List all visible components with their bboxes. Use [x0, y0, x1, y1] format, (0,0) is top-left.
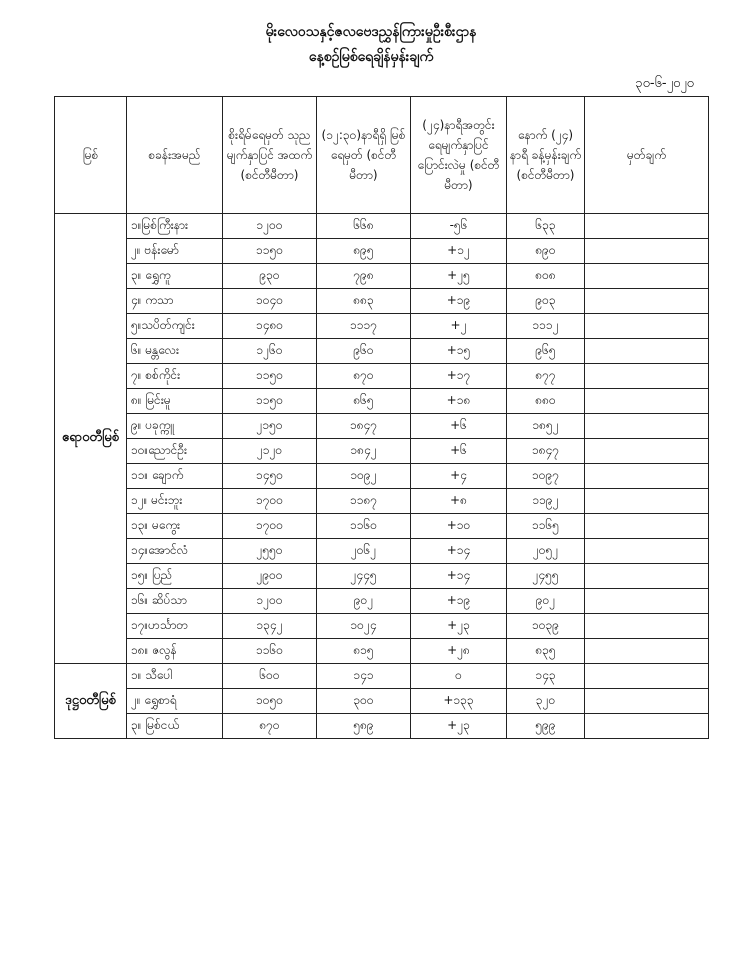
danger-level-cell: ၁၂၀၀ [223, 214, 317, 239]
danger-level-cell: ၁၁၅၀ [223, 239, 317, 264]
forecast-cell: ၈၃၅ [507, 639, 585, 664]
forecast-cell: ၁၁၁၂ [507, 314, 585, 339]
change-cell: +၂၃ [411, 614, 507, 639]
remarks-cell [585, 289, 709, 314]
document-title: မိုးလေဝသနှင့်ဇလဗေဒညွှန်ကြားမှုဦးစီးဌာန [265, 24, 477, 40]
danger-level-cell: ၁၂၆၀ [223, 339, 317, 364]
change-cell: +၆ [411, 414, 507, 439]
forecast-cell: ၁၈၄၇ [507, 439, 585, 464]
current-level-cell: ၈၁၅ [317, 639, 411, 664]
station-cell: ၇။ စစ်ကိုင်း [127, 364, 223, 389]
station-cell: ၆။ မန္တလေး [127, 339, 223, 364]
table-row [55, 239, 709, 264]
change-cell: +၁၀ [411, 514, 507, 539]
remarks-cell [585, 339, 709, 364]
table-row [55, 364, 709, 389]
forecast-cell: ၁၀၃၉ [507, 614, 585, 639]
station-cell: ၁၇။ဟင်္သာတ [127, 614, 223, 639]
station-cell: ၂။ ရွှေစာရံ [127, 689, 223, 714]
change-cell: +၈ [411, 489, 507, 514]
danger-level-cell: ၈၇၀ [223, 714, 317, 739]
forecast-cell: ၈၈၀ [507, 389, 585, 414]
current-level-cell: ၁၁၈၇ [317, 489, 411, 514]
water-level-table [54, 96, 709, 739]
forecast-cell: ၁၁၉၂ [507, 489, 585, 514]
danger-level-cell: ၂၅၅၀ [223, 539, 317, 564]
danger-level-cell: ၁၄၅၀ [223, 464, 317, 489]
table-row [55, 264, 709, 289]
station-cell: ၁။မြစ်ကြီးနား [127, 214, 223, 239]
forecast-cell: ၁၄၃ [507, 664, 585, 689]
current-level-cell: ၆၆၈ [317, 214, 411, 239]
remarks-cell [585, 439, 709, 464]
danger-level-cell: ၁၀၄၀ [223, 289, 317, 314]
remarks-cell [585, 614, 709, 639]
danger-level-cell: ၁၇၀၀ [223, 489, 317, 514]
danger-level-cell: ၉၃၀ [223, 264, 317, 289]
river-name-cell: ဒုဋ္ဌဝတီမြစ် [55, 664, 127, 739]
current-level-cell: ၈၆၅ [317, 389, 411, 414]
remarks-cell [585, 589, 709, 614]
table-row [55, 614, 709, 639]
current-level-cell: ၂၀၆၂ [317, 539, 411, 564]
station-cell: ၉။ ပခုက္ကူ [127, 414, 223, 439]
table-row [55, 314, 709, 339]
change-cell: +၁၄ [411, 564, 507, 589]
report-date: ၃၀-၆-၂၀၂၀ [635, 76, 694, 91]
current-level-cell: ၈၈၃ [317, 289, 411, 314]
current-level-cell: ၃၀၀ [317, 689, 411, 714]
danger-level-cell: ၁၁၆၀ [223, 639, 317, 664]
remarks-cell [585, 714, 709, 739]
header-station: စခန်းအမည် [127, 97, 223, 214]
change-cell: +၁၂ [411, 239, 507, 264]
danger-level-cell: ၁၃၄၂ [223, 614, 317, 639]
station-cell: ၁၀။ညောင်ဦး [127, 439, 223, 464]
current-level-cell: ၁၈၄၂ [317, 439, 411, 464]
station-cell: ၄။ ကသာ [127, 289, 223, 314]
danger-level-cell: ၁၀၅၀ [223, 689, 317, 714]
table-row [55, 514, 709, 539]
header-current-level: (၁၂:၃၀)နာရီရှိ မြစ်ရေမှတ် (စင်တီမီတာ) [317, 97, 411, 214]
forecast-cell: ၁၁၆၅ [507, 514, 585, 539]
current-level-cell: ၁၀၉၂ [317, 464, 411, 489]
table-row [55, 689, 709, 714]
change-cell: +၁၇ [411, 364, 507, 389]
current-level-cell: ၇၉၈ [317, 264, 411, 289]
danger-level-cell: ၁၁၅၀ [223, 364, 317, 389]
remarks-cell [585, 239, 709, 264]
forecast-cell: ၉၀၂ [507, 589, 585, 614]
table-row [55, 464, 709, 489]
current-level-cell: ၅၈၉ [317, 714, 411, 739]
current-level-cell: ၂၄၄၅ [317, 564, 411, 589]
remarks-cell [585, 414, 709, 439]
change-cell: +၂၃ [411, 714, 507, 739]
table-row [55, 289, 709, 314]
remarks-cell [585, 514, 709, 539]
station-cell: ၈။ မြင်းမူ [127, 389, 223, 414]
forecast-cell: ၉၆၅ [507, 339, 585, 364]
header-remarks: မှတ်ချက် [585, 97, 709, 214]
change-cell: +၂ [411, 314, 507, 339]
current-level-cell: ၉၆၀ [317, 339, 411, 364]
forecast-cell: ၅၉၉ [507, 714, 585, 739]
remarks-cell [585, 464, 709, 489]
station-cell: ၁၆။ ဆိပ်သာ [127, 589, 223, 614]
station-cell: ၁၈။ ဇလွန် [127, 639, 223, 664]
current-level-cell: ၁၁၁၇ [317, 314, 411, 339]
danger-level-cell: ၆၀၀ [223, 664, 317, 689]
table-row [55, 389, 709, 414]
table-row [55, 489, 709, 514]
table-row [55, 714, 709, 739]
header-danger-level: စိုးရိမ်ရေမှတ် သုညမျက်နှာပြင် အထက် (စင်တီမီတာ) [223, 97, 317, 214]
header-forecast: နောက် (၂၄) နာရီ ခန့်မှန်းချက် (စင်တီမီတာ) [507, 97, 585, 214]
current-level-cell: ၁၁၆၀ [317, 514, 411, 539]
header-river: မြစ် [55, 97, 127, 214]
station-cell: ၁။ သီပေါ [127, 664, 223, 689]
danger-level-cell: ၂၉၀၀ [223, 564, 317, 589]
forecast-cell: ၈၉၀ [507, 239, 585, 264]
forecast-cell: ၂၄၅၅ [507, 564, 585, 589]
table-row [55, 214, 709, 239]
table-row [55, 664, 709, 689]
station-cell: ၁၃။ မကွေး [127, 514, 223, 539]
table-row [55, 539, 709, 564]
change-cell: ၀ [411, 664, 507, 689]
current-level-cell: ၁၈၄၇ [317, 414, 411, 439]
remarks-cell [585, 689, 709, 714]
remarks-cell [585, 564, 709, 589]
remarks-cell [585, 314, 709, 339]
forecast-cell: ၃၂၀ [507, 689, 585, 714]
table-row [55, 564, 709, 589]
station-cell: ၃။ မြစ်ငယ် [127, 714, 223, 739]
forecast-cell: ၂၀၅၂ [507, 539, 585, 564]
header-24h-change: (၂၄)နာရီအတွင်း ရေမျက်နှာပြင် ပြောင်းလဲမှု (စင်တီမီတာ) [411, 97, 507, 214]
forecast-cell: ၁၀၉၇ [507, 464, 585, 489]
danger-level-cell: ၂၁၅၀ [223, 414, 317, 439]
station-cell: ၁၁။ ချောက် [127, 464, 223, 489]
forecast-cell: ၈၀၈ [507, 264, 585, 289]
change-cell: +၆ [411, 439, 507, 464]
danger-level-cell: ၁၄၈၀ [223, 314, 317, 339]
station-cell: ၃။ ရွှေကူ [127, 264, 223, 289]
change-cell: +၁၈ [411, 389, 507, 414]
station-cell: ၁၄။အောင်လံ [127, 539, 223, 564]
remarks-cell [585, 264, 709, 289]
danger-level-cell: ၁၇၀၀ [223, 514, 317, 539]
forecast-cell: ၆၃၃ [507, 214, 585, 239]
forecast-cell: ၈၇၇ [507, 364, 585, 389]
current-level-cell: ၁၄၁ [317, 664, 411, 689]
current-level-cell: ၈၇၀ [317, 364, 411, 389]
station-cell: ၅။သပိတ်ကျင်း [127, 314, 223, 339]
current-level-cell: ၈၉၅ [317, 239, 411, 264]
change-cell: +၁၃၃ [411, 689, 507, 714]
station-cell: ၂။ ဗန်းမော် [127, 239, 223, 264]
remarks-cell [585, 389, 709, 414]
table-row [55, 414, 709, 439]
header-row [55, 97, 709, 214]
remarks-cell [585, 639, 709, 664]
document-subtitle: နေ့စဉ်မြစ်ရေချိန်မှန်းချက် [308, 49, 434, 65]
station-cell: ၁၂။ မင်းဘူး [127, 489, 223, 514]
change-cell: +၁၄ [411, 539, 507, 564]
table-body [55, 214, 709, 739]
table-row [55, 639, 709, 664]
change-cell: +၂၈ [411, 639, 507, 664]
change-cell: +၁၅ [411, 339, 507, 364]
change-cell: +၁၉ [411, 289, 507, 314]
change-cell: +၂၅ [411, 264, 507, 289]
change-cell: -၅၆ [411, 214, 507, 239]
forecast-cell: ၁၈၅၂ [507, 414, 585, 439]
river-name-cell: ဧရာဝတီမြစ် [55, 214, 127, 664]
change-cell: +၁၉ [411, 589, 507, 614]
table-row [55, 339, 709, 364]
remarks-cell [585, 489, 709, 514]
remarks-cell [585, 214, 709, 239]
remarks-cell [585, 664, 709, 689]
danger-level-cell: ၁၁၅၀ [223, 389, 317, 414]
remarks-cell [585, 364, 709, 389]
forecast-cell: ၉၀၃ [507, 289, 585, 314]
station-cell: ၁၅။ ပြည် [127, 564, 223, 589]
change-cell: +၄ [411, 464, 507, 489]
current-level-cell: ၉၀၂ [317, 589, 411, 614]
remarks-cell [585, 539, 709, 564]
table-row [55, 589, 709, 614]
danger-level-cell: ၂၁၂၀ [223, 439, 317, 464]
danger-level-cell: ၁၂၀၀ [223, 589, 317, 614]
table-row [55, 439, 709, 464]
current-level-cell: ၁၀၂၄ [317, 614, 411, 639]
